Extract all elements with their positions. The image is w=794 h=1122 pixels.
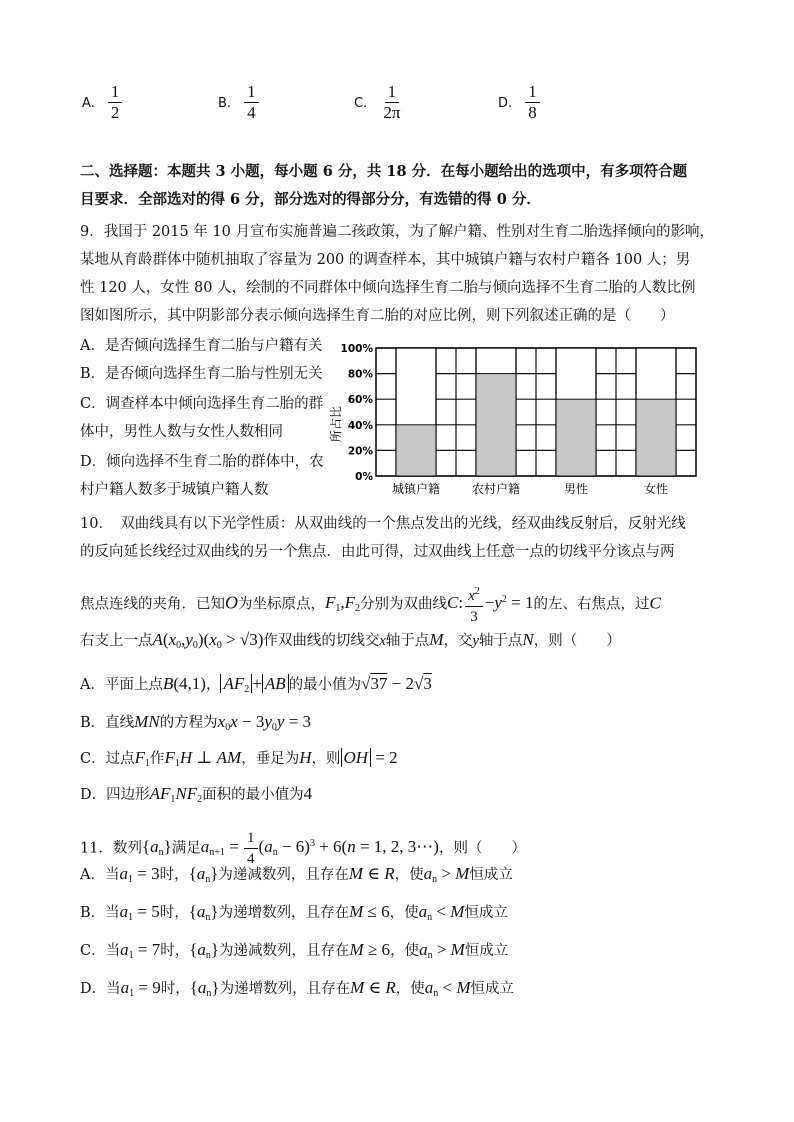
q9-option-b: B．是否倾向选择生育二胎与性别无关 [80, 366, 323, 382]
q8-option-c: C. $\frac{1}{2\pi}$ [354, 82, 403, 123]
math-O: O [225, 592, 238, 613]
y-tick-label: 80% [347, 368, 373, 381]
math-hyperbola-equation: C: $\frac{x^2}{3}$ $-y^2 = 1$ [447, 593, 533, 612]
bar [396, 425, 436, 476]
section-heading-line1: 二、选择题：本题共 3 小题，每小题 6 分，共 18 分．在每小题给出的选项中，有多项符合题 [80, 163, 688, 180]
q9-option-c-line2: 体中，男性人数与女性人数相同 [80, 424, 283, 440]
q10-option-c: C．过点$F_1$作$F_1H$ ⊥ AM，垂足为H，则 OH = 2 [80, 748, 398, 769]
q9-option-a: A．是否倾向选择生育二胎与户籍有关 [80, 338, 323, 354]
math-line-equation: $x_0x - 3y_0y = 3$ [217, 712, 312, 733]
y-axis-label: 所占比 [329, 405, 343, 443]
fraction: $\frac{1}{8}$ [525, 82, 540, 123]
bar [476, 374, 516, 476]
q9-stem-line4: 图如图所示，其中阴影部分表示倾向选择生育二胎的对应比例，则下列叙述正确的是（ ） [80, 308, 675, 324]
math-sequence: $\{a_n\}$ [141, 837, 172, 859]
bar [556, 399, 596, 476]
section-heading-line2: 目要求．全部选对的得 6 分，部分选对的得部分分，有选错的得 0 分． [80, 191, 541, 208]
math-min-value: √37 − 2√3 [361, 674, 432, 693]
math-foci: $F_1,F_2$ [325, 593, 361, 615]
y-tick-label: 60% [347, 394, 373, 407]
q11-stem: 11．数列$\{a_n\}$满足$a_{n+1}$ = $\frac{1}{4}$ $(a_n - 6)^3 + 6(n = 1$, 2, 3⋯)，则（ ） [80, 830, 526, 867]
q8-option-d: D. $\frac{1}{8}$ [498, 82, 540, 123]
math-C: C [649, 593, 661, 613]
q11-option-d: D．当$a_1 = 9$时，$\{a_n\}$为递增数列，且存在M ∈ R，使$a_n < M$恒成立 [80, 978, 514, 999]
x-tick-label: 城镇户籍 [391, 482, 441, 496]
proportion-bar-chart [326, 338, 706, 500]
math-x: x [379, 633, 386, 649]
math-y: y [472, 633, 479, 649]
fraction: $\frac{1}{2\pi}$ [383, 82, 401, 122]
q10-option-a: A．平面上点B(4,1)， $AF_2$ + AB 的最小值为√37 − 2√3 [80, 674, 432, 695]
q9-stem-line3: 性 120 人，女性 80 人，绘制的不同群体中倾向选择生育二胎与倾向选择不生育二胎的人数比例 [80, 280, 696, 296]
bar [636, 399, 676, 476]
y-tick-label: 100% [340, 343, 373, 355]
math-recurrence: $a_{n+1}$ = $\frac{1}{4}$ $(a_n - 6)^3 + 6(n = 1$, 2, 3⋯) [200, 830, 439, 867]
q8-option-a: A. $\frac{1}{2}$ [82, 82, 122, 123]
q10-stem-line3: 焦点连线的夹角．已知O为坐标原点，$F_1,F_2$分别为双曲线C: $\frac{x^2}{3}$ $-y^2 = 1$的左、右焦点，过C [80, 582, 661, 627]
q10-stem-line1: 10． 双曲线具有以下光学性质：从双曲线的一个焦点发出的光线，经双曲线反射后，反射光线 [80, 516, 686, 532]
y-tick-label: 40% [347, 419, 373, 432]
math-point-A: $A(x_0,y_0)(x_0 > √3)$ [152, 630, 264, 651]
q10-stem-line2: 的反向延长线经过双曲线的另一个焦点．由此可得，过双曲线上任意一点的切线平分该点与两 [80, 544, 675, 560]
fraction: $\frac{1}{2}$ [108, 82, 123, 123]
math-line-MN: MN [134, 712, 160, 731]
x-tick-label: 农村户籍 [471, 482, 521, 496]
y-tick-label: 20% [347, 445, 373, 458]
fraction: $\frac{1}{4}$ [244, 82, 259, 123]
q10-option-d: D．四边形$AF_1NF_2$面积的最小值为4 [80, 784, 313, 805]
q10-stem-line4: 右支上一点$A(x_0,y_0)(x_0 > √3)$作双曲线的切线交x轴于点M，交y轴于点N，则（ ） [80, 630, 621, 651]
x-tick-label: 女性 [643, 482, 669, 496]
q9-option-d-line1: D．倾向选择不生育二胎的群体中，农 [80, 454, 324, 470]
math-distance-sum: $AF_2$ + AB [220, 674, 288, 693]
math-OH: OH = 2 [341, 748, 398, 767]
y-tick-label: 0% [355, 471, 373, 483]
math-F1: $F_1$ [134, 748, 150, 769]
q11-option-a: A．当$a_1 = 3$时，$\{a_n\}$为递减数列，且存在M ∈ R，使$a_n > M$恒成立 [80, 864, 513, 885]
q9-option-c-line1: C．调查样本中倾向选择生育二胎的群 [80, 396, 324, 412]
q9-stem-line2: 某地从育龄群体中随机抽取了容量为 200 的调查样本，其中城镇户籍与农村户籍各 100 人；男 [80, 252, 691, 268]
math-N: N [522, 630, 534, 649]
q9-stem-line1: 9．我国于 2015 年 10 月宣布实施普遍二孩政策，为了解户籍、性别对生育二胎选择倾向的影响， [80, 224, 715, 240]
math-quadrilateral: $AF_1NF_2$ [149, 784, 203, 805]
q10-option-b: B．直线MN的方程为$x_0x - 3y_0y = 3$ [80, 712, 312, 733]
q9-option-d-line2: 村户籍人数多于城镇户籍人数 [80, 482, 269, 498]
math-point-B: B(4,1) [162, 674, 206, 693]
q11-option-c: C．当$a_1 = 7$时，$\{a_n\}$为递减数列，且存在M ≥ 6，使$a_n > M$恒成立 [80, 940, 509, 961]
math-perpendicular: $F_1H$ ⊥ AM [164, 748, 242, 769]
math-M: M [429, 630, 444, 649]
x-tick-label: 男性 [563, 482, 589, 496]
q11-option-b: B．当$a_1 = 5$时，$\{a_n\}$为递增数列，且存在M ≤ 6，使$a_n < M$恒成立 [80, 902, 508, 923]
math-four: 4 [303, 784, 313, 803]
q8-option-b: B. $\frac{1}{4}$ [218, 82, 259, 123]
math-H: H [299, 748, 312, 767]
